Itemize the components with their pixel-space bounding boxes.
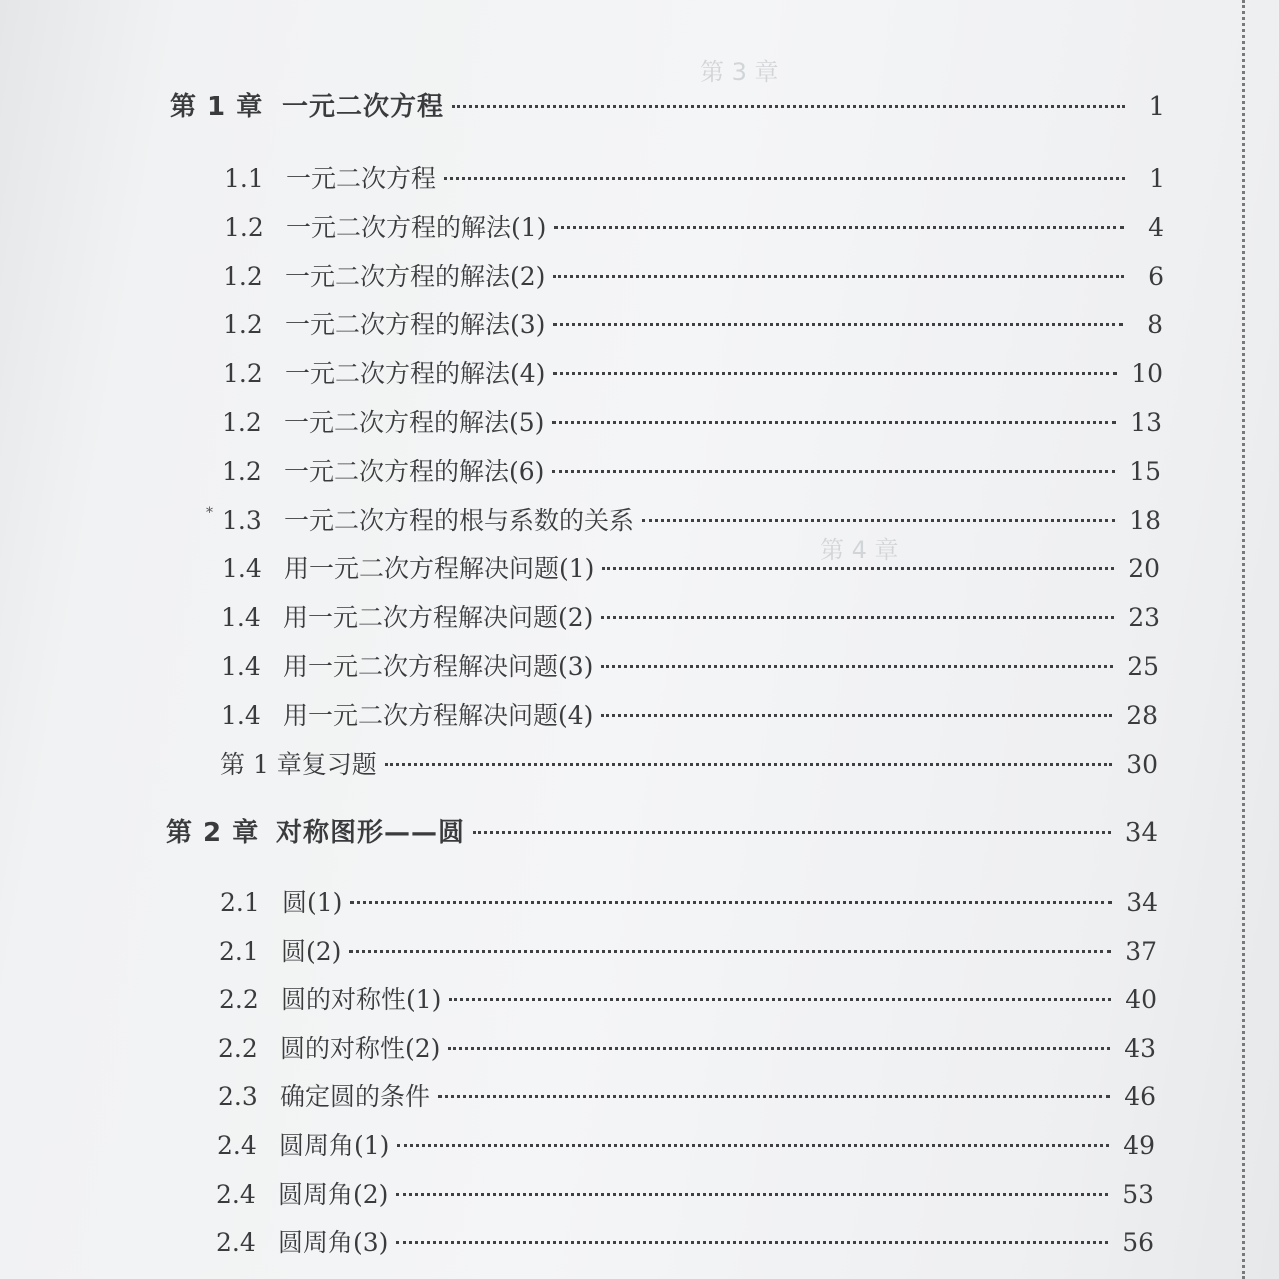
dot-leader: [553, 372, 1117, 375]
section-title: 圆周角(2): [278, 1180, 389, 1209]
section-number: 1.2: [224, 213, 264, 242]
page-number: 4: [1148, 213, 1164, 242]
page-number: 18: [1129, 506, 1161, 535]
section-number: 2.4: [216, 1180, 256, 1209]
chapter-title: 一元二次方程: [282, 92, 445, 122]
section-number: 2.4: [216, 1228, 256, 1257]
section-number: 1.2: [223, 359, 263, 388]
section-title: 一元二次方程的根与系数的关系: [284, 506, 635, 535]
chapter-1-heading: [170, 92, 1165, 122]
section-number: 2.2: [219, 985, 259, 1014]
dot-leader: [449, 998, 1111, 1001]
dot-leader: [552, 470, 1115, 473]
section-number: 1.2: [222, 408, 262, 437]
page-number: 49: [1123, 1131, 1155, 1160]
dot-leader: [448, 1047, 1110, 1050]
toc-entry: [216, 1180, 1154, 1210]
page-number: 20: [1128, 554, 1160, 583]
optional-section-marker: *: [206, 505, 213, 521]
section-title: 一元二次方程的解法(1): [286, 213, 547, 242]
toc-entry: [222, 457, 1161, 487]
toc-entry: [221, 603, 1160, 633]
section-title: 圆的对称性(2): [280, 1034, 441, 1063]
dot-leader: [553, 275, 1124, 278]
page-number: 34: [1126, 888, 1158, 917]
dot-leader: [444, 177, 1125, 180]
page-number: 25: [1127, 652, 1159, 681]
section-title: 用一元二次方程解决问题(4): [283, 701, 594, 730]
page-number: 40: [1125, 985, 1157, 1014]
dot-leader: [349, 950, 1111, 953]
dot-leader: [553, 323, 1123, 326]
toc-entry: [222, 554, 1160, 584]
page-number: 1: [1148, 92, 1165, 122]
page-number: 13: [1130, 408, 1162, 437]
toc-entry: [223, 310, 1163, 340]
section-title: 一元二次方程的解法(4): [285, 359, 546, 388]
toc-entry: [221, 701, 1158, 731]
section-number: 1.1: [224, 164, 264, 193]
section-title: 用一元二次方程解决问题(3): [283, 652, 594, 681]
dot-leader: [552, 421, 1116, 424]
section-title: 一元二次方程的解法(3): [285, 310, 546, 339]
dot-leader: [554, 226, 1124, 229]
page-number: 37: [1125, 937, 1157, 966]
page-number: 53: [1122, 1180, 1154, 1209]
section-title: 用一元二次方程解决问题(1): [284, 554, 595, 583]
page-number: 43: [1124, 1034, 1156, 1063]
toc-entry: [220, 750, 1158, 780]
dot-leader: [602, 567, 1114, 570]
page-number: 10: [1131, 359, 1163, 388]
section-title: 用一元二次方程解决问题(2): [283, 603, 594, 632]
section-title: 一元二次方程的解法(6): [284, 457, 545, 486]
section-number: 1.2: [223, 262, 263, 291]
toc-entry: [222, 408, 1162, 438]
toc-entry: [217, 1131, 1155, 1161]
toc-entry: [221, 652, 1159, 682]
page-number: 8: [1147, 310, 1163, 339]
dot-leader: [396, 1193, 1108, 1196]
dot-leader: [452, 105, 1125, 108]
dot-leader: [396, 1241, 1108, 1244]
section-title: 确定圆的条件: [280, 1082, 431, 1111]
chapter-2-heading: [166, 818, 1158, 848]
toc-entry: [218, 1034, 1156, 1064]
section-title: 一元二次方程的解法(2): [285, 262, 546, 291]
section-number: 1.2: [222, 457, 262, 486]
dot-leader: [397, 1144, 1109, 1147]
page-number: 15: [1129, 457, 1161, 486]
section-number: 1.3: [222, 506, 262, 535]
page-number: 6: [1148, 262, 1164, 291]
section-number: 2.4: [217, 1131, 257, 1160]
section-title: 一元二次方程: [286, 164, 437, 193]
section-number: 1.4: [221, 603, 261, 632]
toc-entry: [223, 359, 1163, 389]
section-title: 圆(1): [282, 888, 343, 917]
page-number: 56: [1122, 1228, 1154, 1257]
section-title: 圆周角(1): [279, 1131, 390, 1160]
chapter-number: 第 1 章: [170, 92, 264, 122]
page-number: 23: [1128, 603, 1160, 632]
toc-entry: [224, 164, 1165, 194]
toc-entry: [219, 985, 1157, 1015]
dot-leader: [642, 519, 1115, 522]
section-number: 1.2: [223, 310, 263, 339]
dot-leader: [601, 665, 1113, 668]
toc-entry: [224, 213, 1164, 243]
section-number: 1.4: [221, 701, 261, 730]
section-title: 圆(2): [281, 937, 342, 966]
dot-leader: [350, 901, 1112, 904]
section-number: 2.2: [218, 1034, 258, 1063]
toc-entry: [216, 1228, 1154, 1258]
perforated-edge: [1242, 0, 1245, 1279]
section-number: 2.3: [218, 1082, 258, 1111]
chapter-title: 对称图形——圆: [276, 818, 466, 848]
page-number: 28: [1126, 701, 1158, 730]
dot-leader: [473, 831, 1111, 834]
section-number: 1.4: [222, 554, 262, 583]
toc-entry: [206, 505, 1161, 536]
dot-leader: [601, 616, 1114, 619]
toc-entry: [218, 1082, 1156, 1112]
chapter-number: 第 2 章: [166, 818, 260, 848]
bleed-through-text: 第 3 章: [700, 58, 901, 86]
toc-entry: [220, 888, 1158, 918]
section-title: 第 1 章复习题: [220, 750, 377, 779]
page-number: 34: [1124, 818, 1158, 848]
dot-leader: [385, 763, 1112, 766]
section-title: 圆的对称性(1): [281, 985, 442, 1014]
section-number: 2.1: [220, 888, 260, 917]
page-number: 46: [1124, 1082, 1156, 1111]
section-number: 1.4: [221, 652, 261, 681]
page-number: 1: [1149, 164, 1165, 193]
toc-entry: [223, 262, 1164, 292]
dot-leader: [601, 714, 1112, 717]
dot-leader: [438, 1095, 1110, 1098]
page-number: 30: [1126, 750, 1158, 779]
section-title: 圆周角(3): [278, 1228, 389, 1257]
section-number: 2.1: [219, 937, 259, 966]
bleed-through-text: 第 4 章: [820, 536, 991, 564]
toc-entry: [219, 937, 1157, 967]
section-title: 一元二次方程的解法(5): [284, 408, 545, 437]
